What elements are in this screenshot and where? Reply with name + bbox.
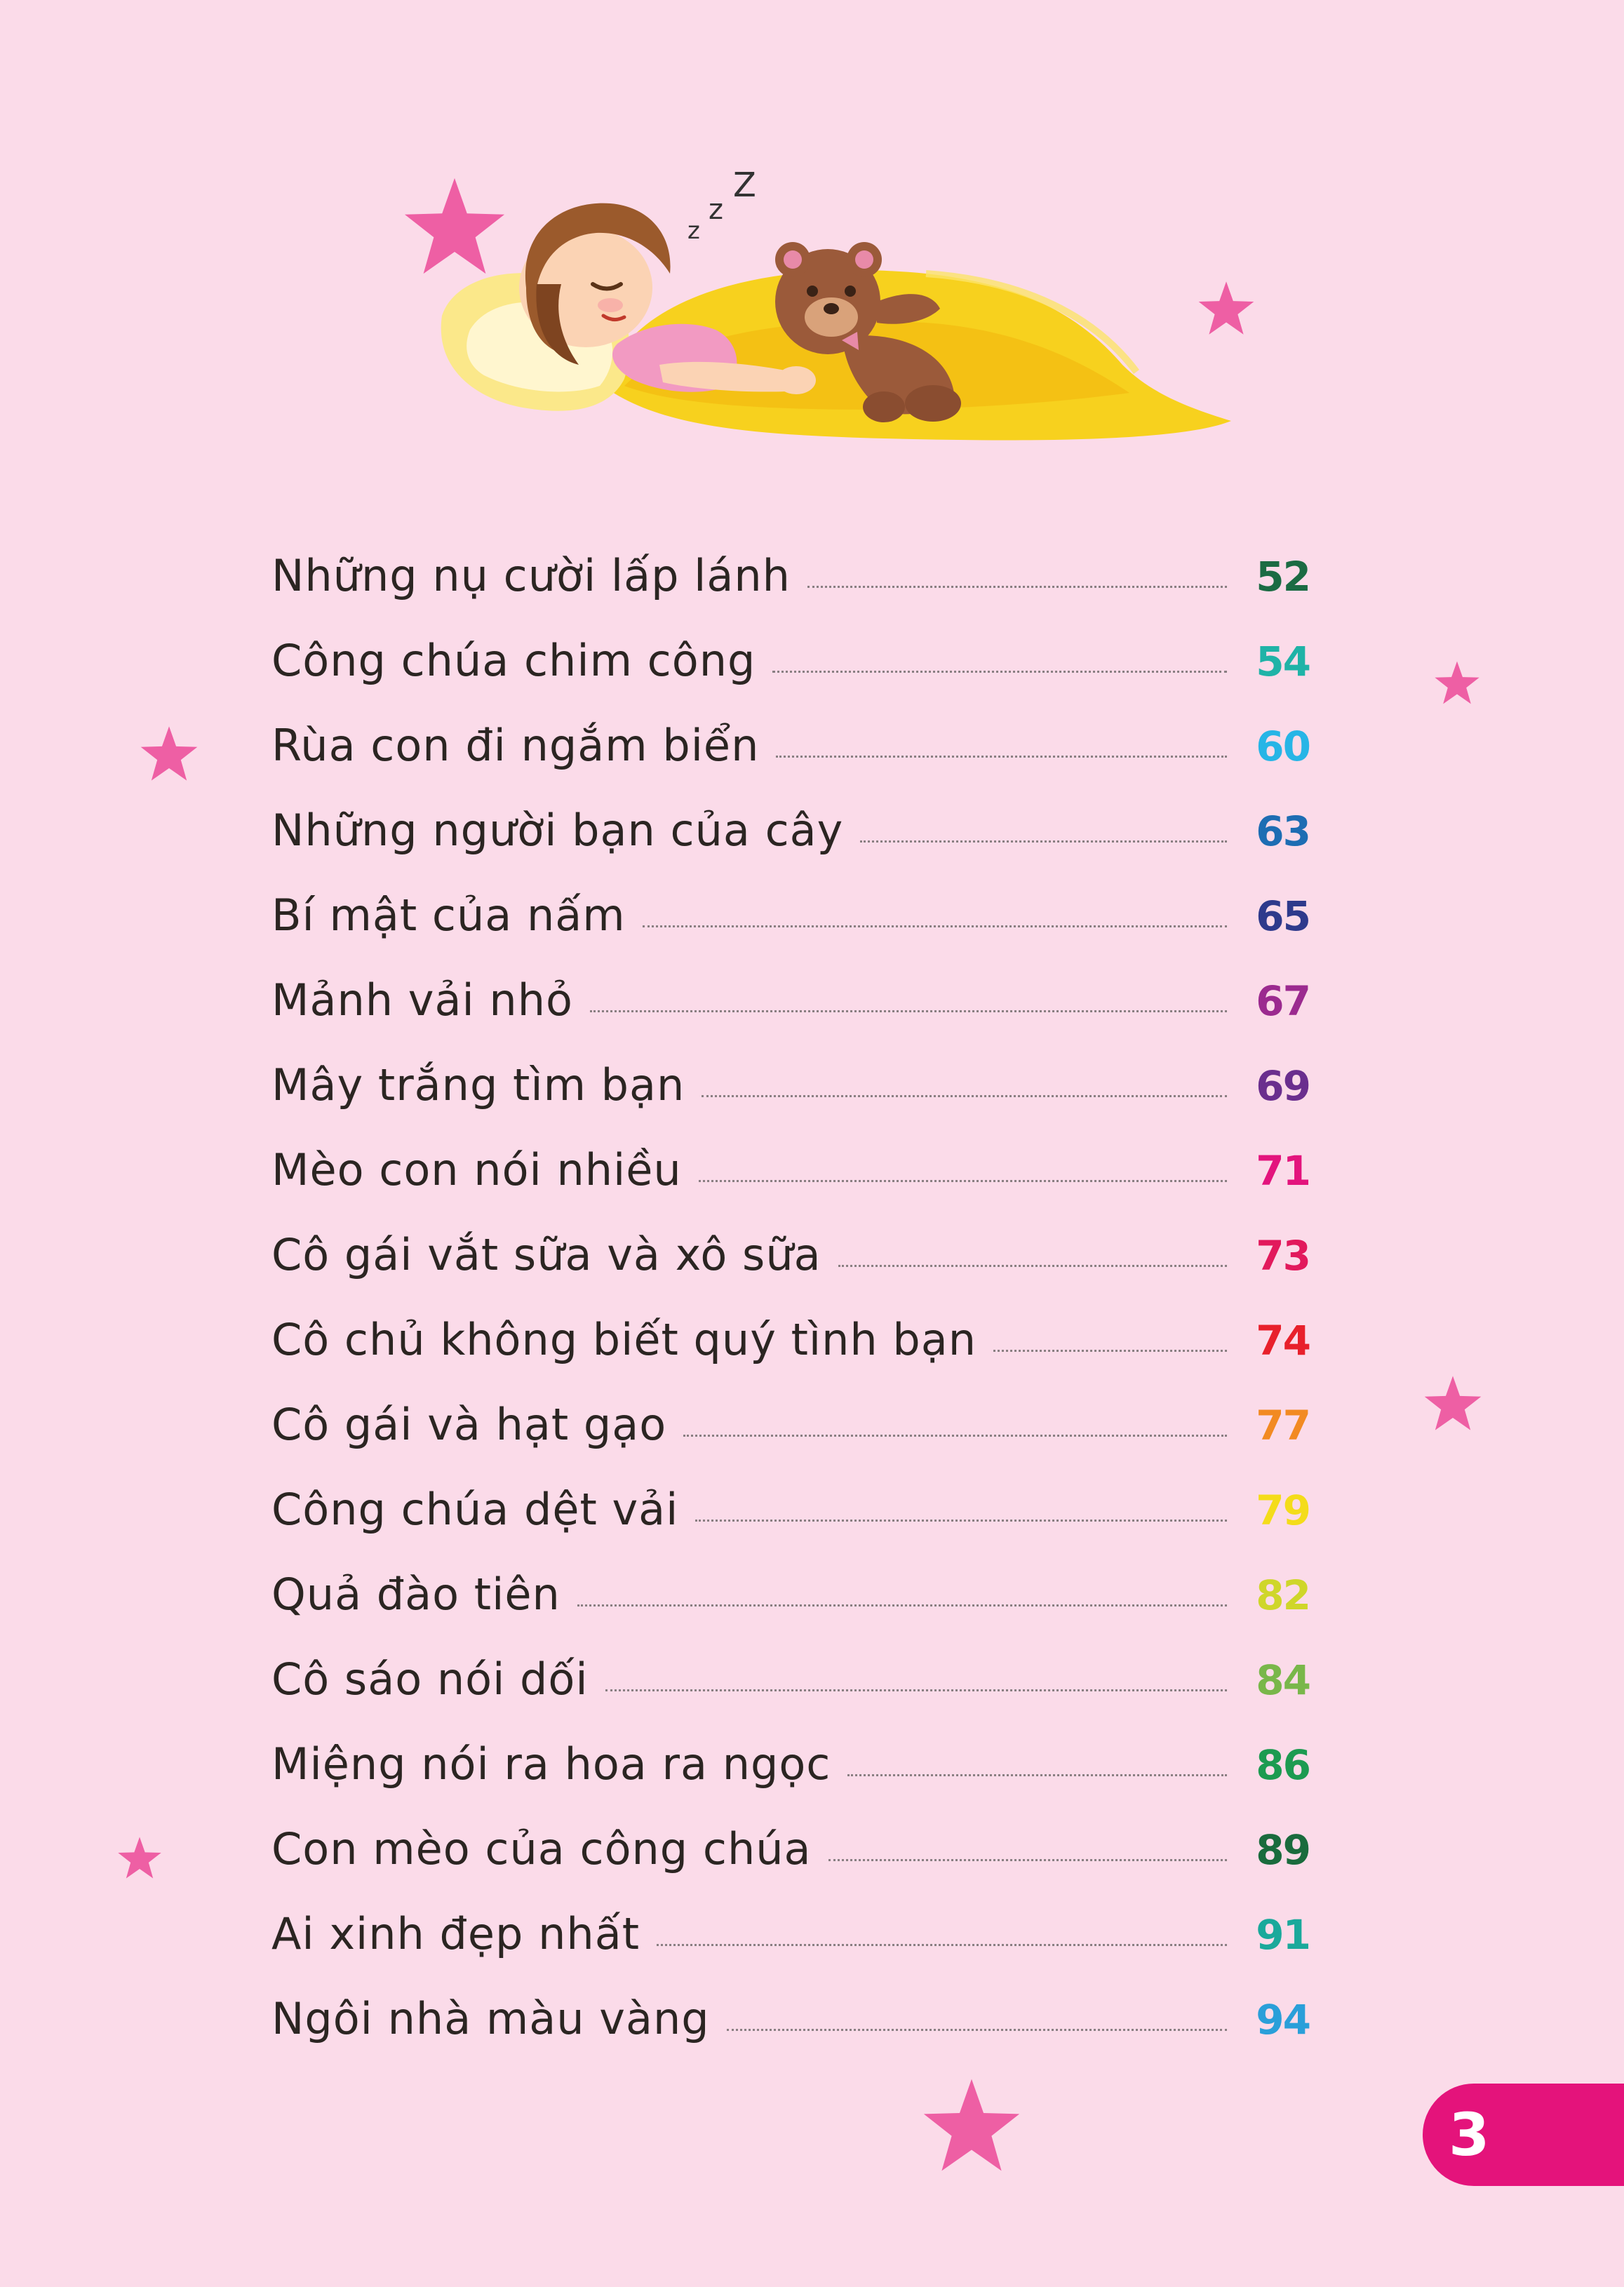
toc-title: Quả đào tiên (271, 1569, 561, 1620)
toc-entry[interactable] (271, 703, 1310, 788)
toc-page-number: 65 (1256, 892, 1310, 940)
star-icon (1423, 1374, 1483, 1433)
toc-entry[interactable] (271, 1382, 1310, 1467)
leader-dots (702, 1094, 1227, 1097)
toc-entry[interactable] (271, 1722, 1310, 1806)
leader-dots (699, 1179, 1227, 1182)
toc-page-number: 71 (1256, 1147, 1310, 1195)
toc-title: Những nụ cười lấp lánh (271, 550, 791, 601)
leader-dots (838, 1264, 1227, 1267)
toc-title: Mây trắng tìm bạn (271, 1059, 685, 1111)
toc-page-number: 91 (1256, 1911, 1310, 1959)
toc-title: Ai xinh đẹp nhất (271, 1908, 640, 1959)
leader-dots (577, 1604, 1227, 1607)
leader-dots (727, 2028, 1227, 2031)
toc-page-number: 73 (1256, 1232, 1310, 1280)
svg-text:z: z (687, 217, 700, 245)
leader-dots (772, 670, 1227, 673)
sleeping-girl-illustration (393, 154, 1249, 456)
toc-entry[interactable] (271, 1552, 1310, 1637)
toc-page-number: 94 (1256, 1996, 1310, 2044)
toc-title: Cô sáo nói dối (271, 1654, 589, 1705)
toc-entry[interactable] (271, 618, 1310, 703)
toc-entry[interactable] (271, 873, 1310, 958)
toc-title: Rùa con đi ngắm biển (271, 720, 760, 771)
leader-dots (643, 925, 1227, 927)
toc-title: Cô gái và hạt gạo (271, 1399, 667, 1450)
leader-dots (828, 1858, 1227, 1861)
toc-entry[interactable] (271, 1297, 1310, 1382)
toc-page-number: 82 (1256, 1571, 1310, 1619)
toc-page-number: 84 (1256, 1656, 1310, 1704)
star-icon (1197, 279, 1256, 337)
toc-title: Những người bạn của cây (271, 805, 844, 856)
toc-title: Miệng nói ra hoa ra ngọc (271, 1738, 831, 1790)
toc-title: Công chúa dệt vải (271, 1484, 679, 1535)
toc-page-number: 69 (1256, 1062, 1310, 1110)
toc-entry[interactable] (271, 1042, 1310, 1127)
star-icon (139, 724, 199, 783)
leader-dots (683, 1434, 1227, 1437)
leader-dots (590, 1010, 1227, 1012)
table-of-contents (271, 533, 1310, 2061)
toc-title: Con mèo của công chúa (271, 1823, 812, 1874)
toc-entry[interactable] (271, 533, 1310, 618)
leader-dots (993, 1349, 1227, 1352)
toc-entry[interactable] (271, 1891, 1310, 1976)
toc-page-number: 60 (1256, 723, 1310, 770)
toc-entry[interactable] (271, 1976, 1310, 2061)
svg-text:z: z (709, 194, 723, 226)
toc-entry[interactable] (271, 1637, 1310, 1722)
toc-page-number: 86 (1256, 1741, 1310, 1789)
star-icon (920, 2075, 1023, 2175)
toc-entry[interactable] (271, 788, 1310, 873)
toc-page-number: 89 (1256, 1826, 1310, 1874)
toc-page-number: 74 (1256, 1317, 1310, 1364)
toc-page-number: 63 (1256, 807, 1310, 855)
leader-dots (657, 1943, 1227, 1946)
toc-page-number: 77 (1256, 1402, 1310, 1449)
leader-dots (605, 1689, 1227, 1691)
toc-page-number: 79 (1256, 1487, 1310, 1534)
toc-page-number: 67 (1256, 977, 1310, 1025)
svg-text:Z: Z (733, 166, 756, 205)
toc-title: Công chúa chim công (271, 635, 756, 686)
leader-dots (807, 585, 1227, 588)
leader-dots (776, 755, 1227, 758)
toc-title: Bí mật của nấm (271, 890, 626, 941)
toc-title: Ngôi nhà màu vàng (271, 1993, 710, 2044)
toc-entry[interactable] (271, 1806, 1310, 1891)
toc-title: Mảnh vải nhỏ (271, 974, 573, 1026)
toc-entry[interactable] (271, 1467, 1310, 1552)
star-icon (401, 174, 508, 278)
star-icon (116, 1835, 163, 1880)
toc-title: Cô chủ không biết quý tình bạn (271, 1314, 977, 1365)
toc-entry[interactable] (271, 958, 1310, 1042)
toc-title: Cô gái vắt sữa và xô sữa (271, 1229, 821, 1280)
leader-dots (847, 1773, 1227, 1776)
page-number: 3 (1449, 2100, 1490, 2169)
toc-title: Mèo con nói nhiều (271, 1144, 682, 1195)
toc-entry[interactable] (271, 1127, 1310, 1212)
star-icon (1433, 659, 1481, 706)
leader-dots (695, 1519, 1227, 1522)
toc-entry[interactable] (271, 1212, 1310, 1297)
toc-page-number: 52 (1256, 553, 1310, 601)
toc-page-number: 54 (1256, 638, 1310, 685)
leader-dots (860, 840, 1227, 843)
